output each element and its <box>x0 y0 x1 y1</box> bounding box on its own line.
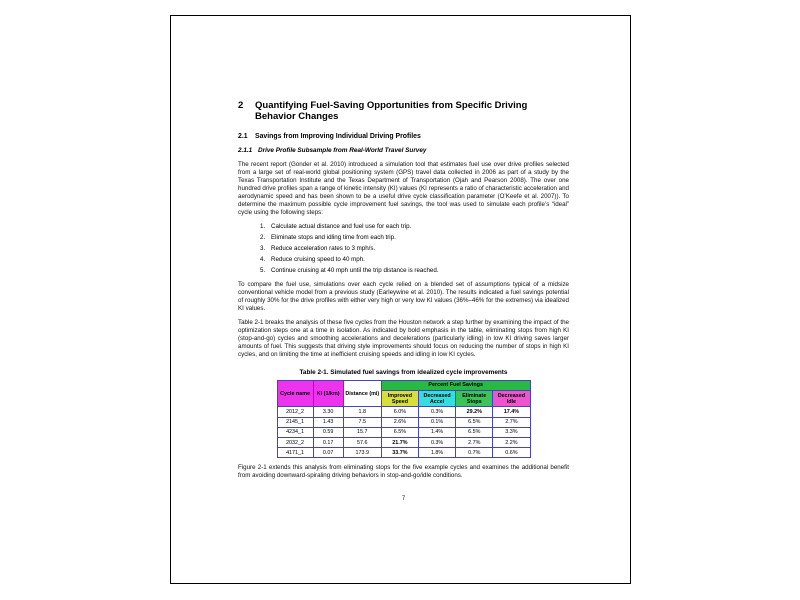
subsubsection-heading <box>238 147 569 155</box>
cell-decreased-accel: 1.4% <box>419 427 456 437</box>
cell-distance: 1.8 <box>343 407 381 417</box>
cell-distance: 7.5 <box>343 417 381 427</box>
page-number: 7 <box>401 496 406 503</box>
list-item-number: 2. <box>260 233 266 241</box>
cell-ki: 0.07 <box>313 448 343 458</box>
paragraph-results: To compare the fuel use, simulations over each cycle relied on a blended set of assumptions typical of a midsize conventional vehicle model from a previous study (Earleywine et al. 2010). The results indicated a fuel savings potential of roughly 30% for the drive profiles with either very high or very low KI values (36%–46% for the extremes) via idealized KI values. <box>238 280 569 312</box>
cell-decreased-accel: 0.3% <box>419 407 456 417</box>
cell-decreased-idle: 17.4% <box>493 407 530 417</box>
cell-improved-speed: 6.0% <box>381 407 418 417</box>
table-caption: Table 2-1. Simulated fuel savings from idealized cycle improvements <box>299 368 508 376</box>
fuel-savings-table <box>277 380 531 459</box>
list-item-text: Calculate actual distance and fuel use for each trip. <box>271 222 412 230</box>
cell-decreased-idle: 3.3% <box>493 427 530 437</box>
cell-ki: 1.43 <box>313 417 343 427</box>
table-row <box>277 417 530 427</box>
col-header-cycle-name: Cycle name <box>277 380 313 407</box>
list-item <box>260 256 569 264</box>
col-header-distance: Distance (mi) <box>343 380 381 407</box>
list-item-text: Continue cruising at 40 mph until the trip distance is reached. <box>271 267 439 275</box>
cell-decreased-accel: 1.8% <box>419 448 456 458</box>
paragraph-figure-reference: Figure 2-1 extends this analysis from eliminating stops for the five example cycles and examines the additional benefit from avoiding downward-spiraling driving behaviors in stop-and-go/idle conditions. <box>238 464 569 480</box>
subsection-title: Savings from Improving Individual Driving Profiles <box>255 133 421 140</box>
cell-eliminate-stops: 0.7% <box>456 448 493 458</box>
cell-eliminate-stops: 6.5% <box>456 417 493 427</box>
table-row <box>277 427 530 437</box>
cell-decreased-accel: 0.1% <box>419 417 456 427</box>
subsection-number: 2.1 <box>238 133 248 140</box>
cell-cycle: 2012_2 <box>277 407 313 417</box>
cell-eliminate-stops: 29.2% <box>456 407 493 417</box>
cell-improved-speed: 33.7% <box>381 448 418 458</box>
table-row <box>277 438 530 448</box>
cell-decreased-idle: 0.6% <box>493 448 530 458</box>
list-item <box>260 245 569 253</box>
cell-cycle: 4234_1 <box>277 427 313 437</box>
col-header-decreased-accel: Decreased Accel <box>419 391 456 407</box>
cell-cycle: 2145_1 <box>277 417 313 427</box>
col-header-eliminate-stops: Eliminate Stops <box>456 391 493 407</box>
col-header-decreased-idle: Decreased Idle <box>493 391 530 407</box>
page-content <box>238 100 569 502</box>
list-item <box>260 223 569 231</box>
section-heading <box>238 100 569 122</box>
section-title: Quantifying Fuel-Saving Opportunities from Specific Driving Behavior Changes <box>255 100 528 122</box>
list-item-number: 3. <box>260 244 266 252</box>
list-item-text: Eliminate stops and idling time from each trip. <box>271 233 396 241</box>
cell-decreased-accel: 0.3% <box>419 438 456 448</box>
cell-ki: 0.59 <box>313 427 343 437</box>
table-header-row <box>277 380 530 390</box>
list-item-number: 4. <box>260 256 266 264</box>
paragraph-table-discussion: Table 2-1 breaks the analysis of these five cycles from the Houston network a step further by examining the impact of the optimization steps one at a time in isolation. As indicated by bold emphasis in the table, eliminating stops from high KI (stop-and-go) cycles and smoothing accelerations and decelerations (particularly idling) in low KI driving saves larger amounts of fuel. This suggests that driving style improvements should focus on reducing the number of stops in high KI cycles, and on limiting the time at inefficient cruising speeds and idling in low KI cycles. <box>238 318 569 358</box>
list-item-number: 1. <box>260 222 266 230</box>
list-item <box>260 267 569 275</box>
section-number: 2 <box>238 100 244 111</box>
cell-improved-speed: 2.6% <box>381 417 418 427</box>
list-item-number: 5. <box>260 267 266 275</box>
optimization-steps-list <box>238 223 569 275</box>
col-header-percent-fuel-savings: Percent Fuel Savings <box>381 380 530 390</box>
cell-ki: 0.17 <box>313 438 343 448</box>
cell-eliminate-stops: 6.5% <box>456 427 493 437</box>
subsection-heading <box>238 133 569 141</box>
cell-distance: 15.7 <box>343 427 381 437</box>
col-header-improved-speed: Improved Speed <box>381 391 418 407</box>
table-row <box>277 448 530 458</box>
cell-improved-speed: 6.5% <box>381 427 418 437</box>
cell-distance: 57.6 <box>343 438 381 448</box>
cell-decreased-idle: 2.7% <box>493 417 530 427</box>
subsubsection-number: 2.1.1 <box>238 147 253 154</box>
cell-improved-speed: 21.7% <box>381 438 418 448</box>
col-header-ki: KI (1/km) <box>313 380 343 407</box>
list-item <box>260 234 569 242</box>
list-item-text: Reduce cruising speed to 40 mph. <box>271 256 365 264</box>
cell-cycle: 4171_1 <box>277 448 313 458</box>
subsubsection-title: Drive Profile Subsample from Real-World Travel Survey <box>258 147 427 154</box>
list-item-text: Reduce acceleration rates to 3 mph/s. <box>271 244 376 252</box>
cell-cycle: 2032_2 <box>277 438 313 448</box>
cell-eliminate-stops: 2.7% <box>456 438 493 448</box>
paragraph-intro: The recent report (Gonder et al. 2010) introduced a simulation tool that estimates fuel use over drive profiles selected from a large set of real-world global positioning system (GPS) travel data collected in 2006 as part of a study by the Texas Transportation Institute and the Texas Department of Transportation (Ojah and Pearson 2008). The over one hundred drive profiles span a range of kinetic intensity (KI) values (KI represents a ratio of characteristic acceleration and aerodynamic speed and has been shown to be a useful drive cycle classification parameter (O’Keefe et al. 2007)). To determine the maximum possible cycle improvement fuel savings, the tool was used to simulate each profile’s “ideal” cycle using the following steps: <box>238 160 569 216</box>
cell-distance: 173.9 <box>343 448 381 458</box>
cell-ki: 3.30 <box>313 407 343 417</box>
cell-decreased-idle: 2.2% <box>493 438 530 448</box>
document-page <box>170 15 631 584</box>
table-row <box>277 407 530 417</box>
